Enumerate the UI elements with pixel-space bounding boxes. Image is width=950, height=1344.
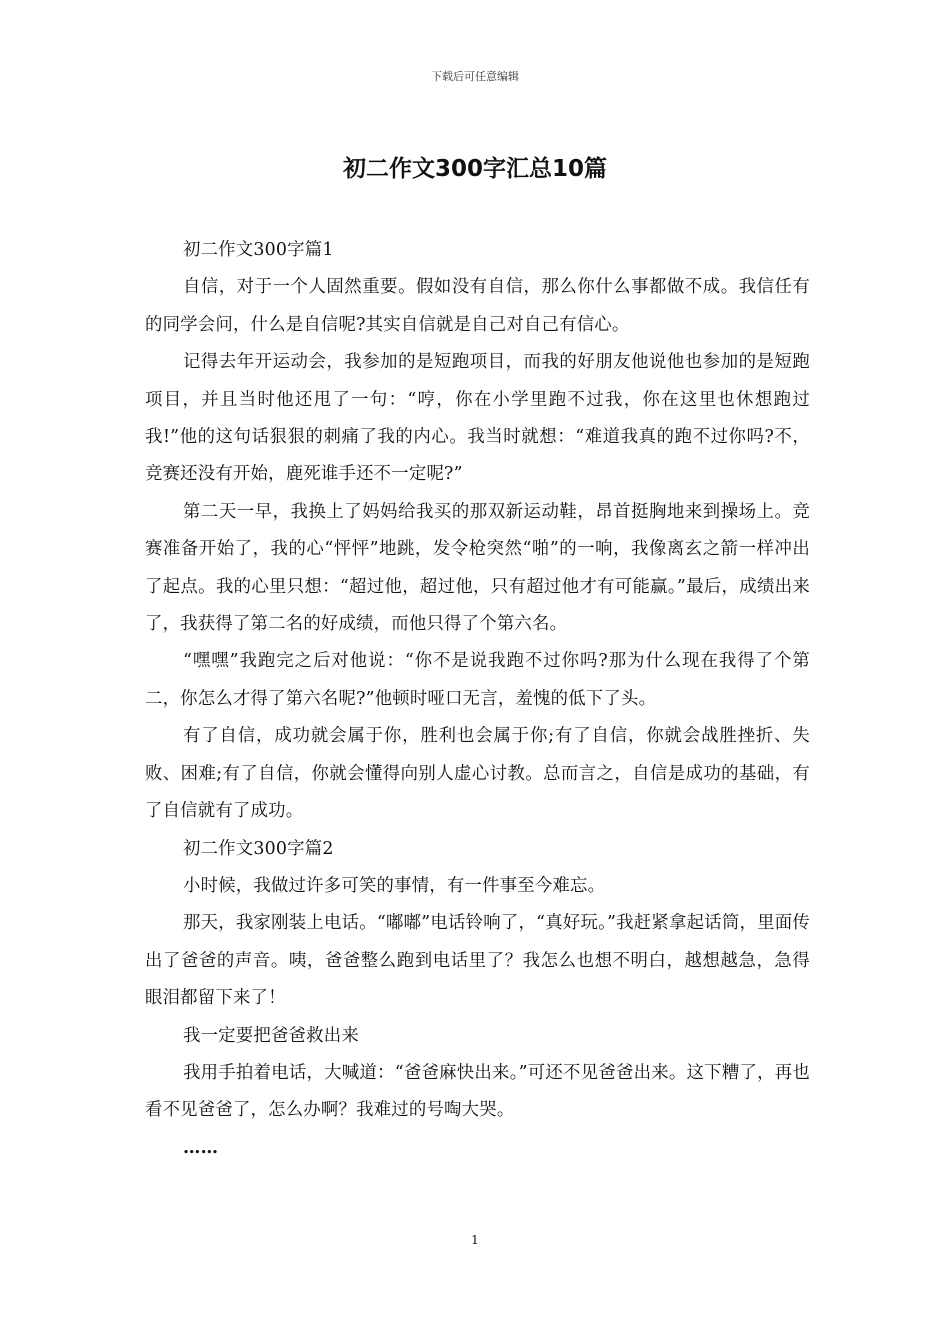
section-heading-2: 初二作文300字篇2 xyxy=(183,838,334,859)
section-heading-1: 初二作文300字篇1 xyxy=(183,240,334,260)
page-number: 1 xyxy=(471,1233,479,1247)
paragraph: 自信，对于一个人固然重要。假如没有自信，那么你什么事都做不成。我信任有的同学会问，什么是自信呢?其实自信就是自己对自己有信心。 xyxy=(145,277,810,335)
document-body xyxy=(145,232,810,1167)
paragraph: 我一定要把爸爸救出来 xyxy=(183,1025,359,1046)
paragraph: “嘿嘿”我跑完之后对他说：“你不是说我跑不过你吗?那为什么现在我得了个第二，你怎么才得了第六名呢?”他顿时哑口无言，羞愧的低下了头。 xyxy=(145,651,810,709)
paragraph: 那天，我家刚装上电话。“嘟嘟”电话铃响了，“真好玩。”我赶紧拿起话筒，里面传出了爸爸的声音。咦，爸爸整么跑到电话里了？我怎么也想不明白，越想越急，急得眼泪都留下来了！ xyxy=(145,913,810,1009)
paragraph: 小时候，我做过许多可笑的事情，有一件事至今难忘。 xyxy=(183,875,606,896)
ellipsis: …… xyxy=(183,1137,219,1158)
header-note: 下载后可任意编辑 xyxy=(431,70,519,83)
paragraph: 记得去年开运动会，我参加的是短跑项目，而我的好朋友他说他也参加的是短跑项目，并且当时他还甩了一句：“哼，你在小学里跑不过我，你在这里也休想跑过我!”他的这句话狠狠的刺痛了我的内心。我当时就想：“难道我真的跑不过你吗?不，竞赛还没有开始，鹿死谁手还不一定呢?” xyxy=(145,352,810,485)
paragraph: 第二天一早，我换上了妈妈给我买的那双新运动鞋，昂首挺胸地来到操场上。竞赛准备开始了，我的心“怦怦”地跳，发令枪突然“啪”的一响，我像离玄之箭一样冲出了起点。我的心里只想：“超过他，超过他，只有超过他才有可能赢。”最后，成绩出来了，我获得了第二名的好成绩，而他只得了个第六名。 xyxy=(145,501,810,635)
document-title: 初二作文300字汇总10篇 xyxy=(342,156,608,182)
paragraph: 我用手拍着电话，大喊道：“爸爸麻快出来。”可还不见爸爸出来。这下糟了，再也看不见爸爸了，怎么办啊？我难过的号啕大哭。 xyxy=(145,1062,810,1121)
paragraph: 有了自信，成功就会属于你，胜利也会属于你;有了自信，你就会战胜挫折、失败、困难;有了自信，你就会懂得向别人虚心讨教。总而言之，自信是成功的基础，有了自信就有了成功。 xyxy=(145,726,810,822)
